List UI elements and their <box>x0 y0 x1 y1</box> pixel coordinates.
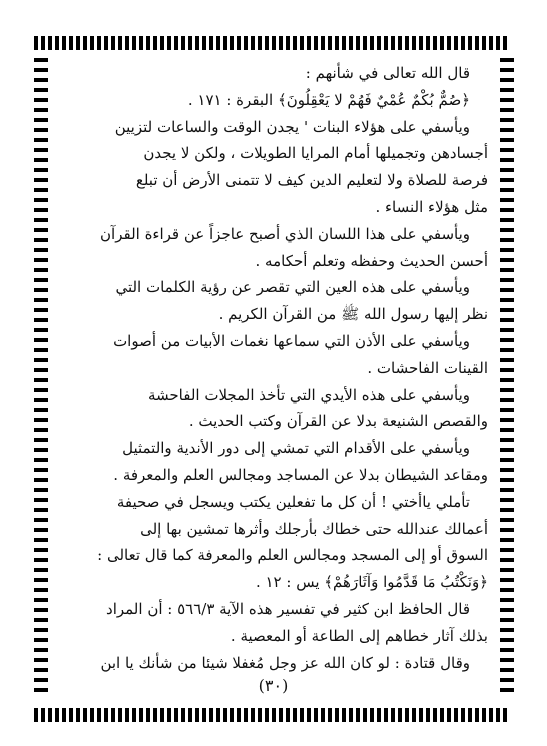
text-line: فرصة للصلاة ولا لتعليم الدين كيف لا تتمنى الأرض أن تبلع <box>135 171 488 190</box>
page-body-text <box>58 60 488 700</box>
text-line: وقال قتادة : لو كان الله عز وجل مُغفلا شيئا من شأنك يا ابن <box>100 653 470 672</box>
decorative-border-right <box>500 58 514 692</box>
text-line: قال الله تعالى في شأنهم : <box>305 64 470 82</box>
text-line: مثل هؤلاء النساء . <box>375 197 488 216</box>
text-line: القينات الفاحشات . <box>367 358 488 377</box>
page-number: (٣٠) <box>258 676 289 695</box>
quran-verse-line: ﴿صُمٌّ بُكْمٌ عُمْيٌ فَهُمْ لا يَعْقِلُونَ﴾ البقرة : ١٧١ . <box>187 90 470 109</box>
text-line: ومقاعد الشيطان بدلا عن المساجد ومجالس العلم والمعرفة . <box>113 465 488 484</box>
text-line: تأملي ياأختي ! أن كل ما تفعلين يكتب ويسجل في صحيفة <box>116 492 470 511</box>
text-line: نظر إليها رسول الله ﷺ من القرآن الكريم . <box>218 305 488 324</box>
decorative-border-top <box>34 36 510 50</box>
text-line: ويأسفي على الأذن التي سماعها نغمات الأبيات من أصوات <box>113 331 470 350</box>
text-line: ويأسفي على هذه الأيدي التي تأخذ المجلات الفاحشة <box>147 385 470 404</box>
text-line: ويأسفي على هؤلاء البنات ' يجدن الوقت والساعات لتزيين <box>114 117 470 136</box>
text-line: ويأسفي على هذه العين التي تقصر عن رؤية الكلمات التي <box>115 278 470 297</box>
text-line: قال الحافظ ابن كثير في تفسير هذه الآية ٥٦٦/٣ : أن المراد <box>106 599 470 618</box>
text-line: بذلك آثار خطاهم إلى الطاعة أو المعصية . <box>230 626 488 645</box>
text-line: أعمالك عندالله حتى خطاك بأرجلك وأثرها تمشين بها إلى <box>140 519 488 538</box>
text-line: ويأسفي على الأقدام التي تمشي إلى دور الأندية والتمثيل <box>122 439 470 458</box>
text-line: السوق أو إلى المسجد ومجالس العلم والمعرفة كما قال تعالى : <box>97 546 488 565</box>
text-line: أحسن الحديث وحفظه وتعلم أحكامه . <box>255 251 488 270</box>
text-line: والقصص الشنيعة بدلا عن القرآن وكتب الحديث . <box>188 412 488 431</box>
decorative-border-left <box>34 58 48 692</box>
decorative-border-bottom <box>34 708 510 722</box>
text-line: أجسادهن وتجميلها أمام المرايا الطويلات ، ولكن لا يجدن <box>143 144 488 163</box>
text-line: ويأسفي على هذا اللسان الذي أصبح عاجزاً عن قراءة القرآن <box>100 224 470 243</box>
quran-verse-line: ﴿وَنَكْتُبُ مَا قَدَّمُوا وَآثَارَهُمْ﴾ يس : ١٢ . <box>255 573 488 592</box>
